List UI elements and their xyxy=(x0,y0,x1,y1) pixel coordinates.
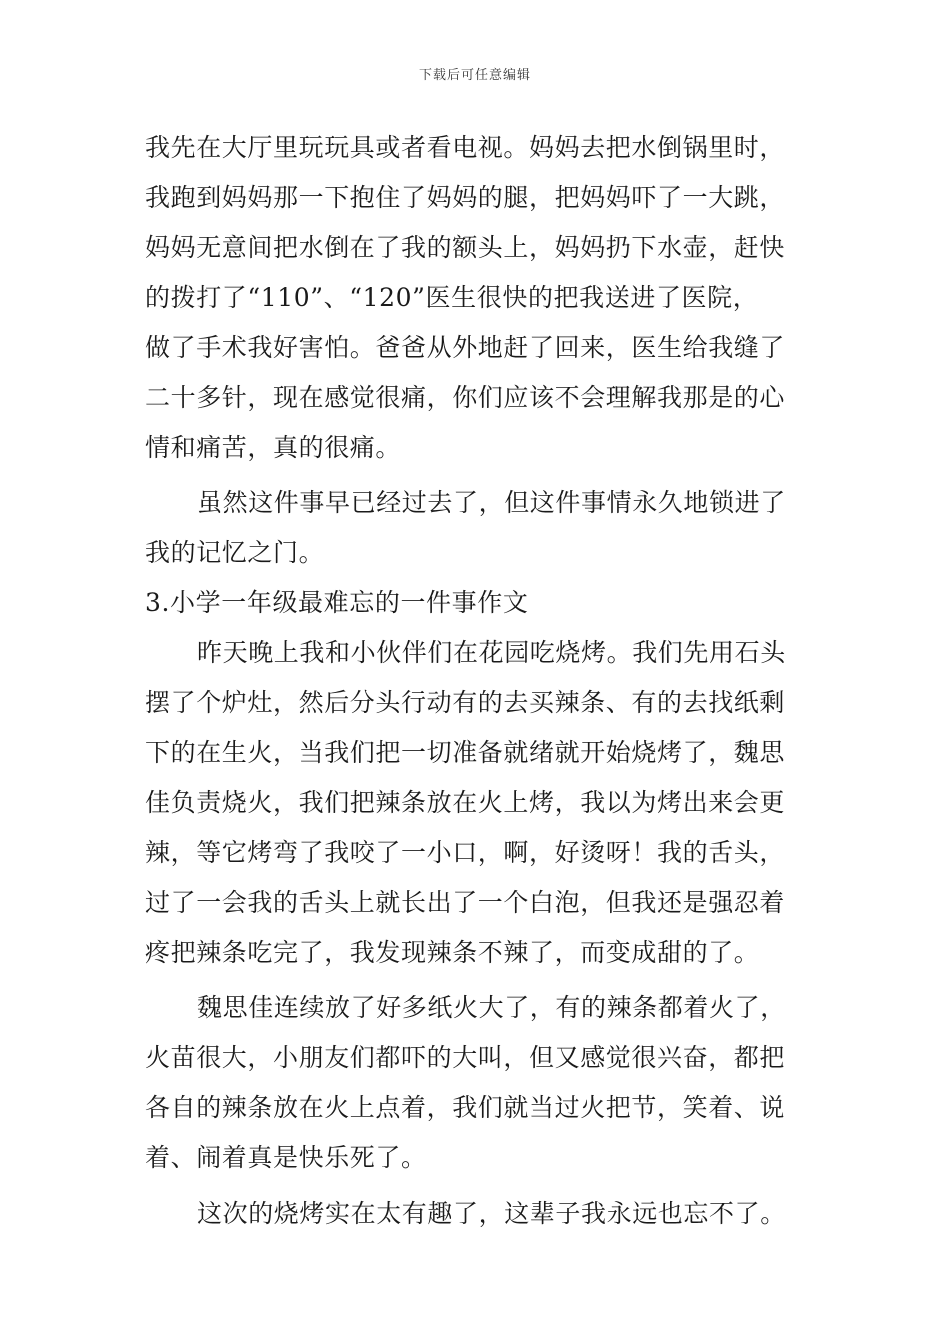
text-line: 妈妈无意间把水倒在了我的额头上，妈妈扔下水壶，赶快 xyxy=(145,233,786,262)
text-line: 火苗很大，小朋友们都吓的大叫，但又感觉很兴奋，都把 xyxy=(145,1043,786,1072)
text-line: 我的记忆之门。 xyxy=(145,538,325,567)
text-line: 着、闹着真是快乐死了。 xyxy=(145,1143,427,1172)
text-line: 各自的辣条放在火上点着，我们就当过火把节，笑着、说 xyxy=(145,1093,786,1122)
paragraph-2 xyxy=(145,478,810,578)
paragraph-4 xyxy=(145,983,810,1183)
text-line: 魏思佳连续放了好多纸火大了，有的辣条都着火了， xyxy=(197,993,786,1022)
paragraph-3 xyxy=(145,628,810,978)
text-line: 疼把辣条吃完了，我发现辣条不辣了，而变成甜的了。 xyxy=(145,938,760,967)
text-line: 昨天晚上我和小伙伴们在花园吃烧烤。我们先用石头 xyxy=(197,638,786,667)
heading-line: 3.小学一年级最难忘的一件事作文 xyxy=(145,588,529,617)
text-line: 我先在大厅里玩玩具或者看电视。妈妈去把水倒锅里时， xyxy=(145,133,786,162)
text-line: 过了一会我的舌头上就长出了一个白泡，但我还是强忍着 xyxy=(145,888,786,917)
document-body xyxy=(145,123,810,1239)
page-header: 下载后可任意编辑 xyxy=(418,68,531,83)
text-line: 做了手术我好害怕。爸爸从外地赶了回来，医生给我缝了 xyxy=(145,333,786,362)
text-line: 我跑到妈妈那一下抱住了妈妈的腿，把妈妈吓了一大跳， xyxy=(145,183,786,212)
paragraph-1 xyxy=(145,123,810,473)
text-line: 二十多针，现在感觉很痛，你们应该不会理解我那是的心 xyxy=(145,383,786,412)
text-line: 下的在生火，当我们把一切准备就绪就开始烧烤了，魏思 xyxy=(145,738,786,767)
text-line: 摆了个炉灶，然后分头行动有的去买辣条、有的去找纸剩 xyxy=(145,688,786,717)
paragraph-5 xyxy=(145,1189,810,1239)
text-line: 的拨打了“110”、“120”医生很快的把我送进了医院， xyxy=(145,283,759,312)
text-line: 情和痛苦，真的很痛。 xyxy=(145,433,402,462)
text-line: 佳负责烧火，我们把辣条放在火上烤，我以为烤出来会更 xyxy=(145,788,786,817)
text-line: 这次的烧烤实在太有趣了，这辈子我永远也忘不了。 xyxy=(197,1199,786,1228)
text-line: 虽然这件事早已经过去了，但这件事情永久地锁进了 xyxy=(197,488,786,517)
text-line: 辣，等它烤弯了我咬了一小口，啊，好烫呀！我的舌头， xyxy=(145,838,786,867)
section-heading xyxy=(145,578,810,628)
